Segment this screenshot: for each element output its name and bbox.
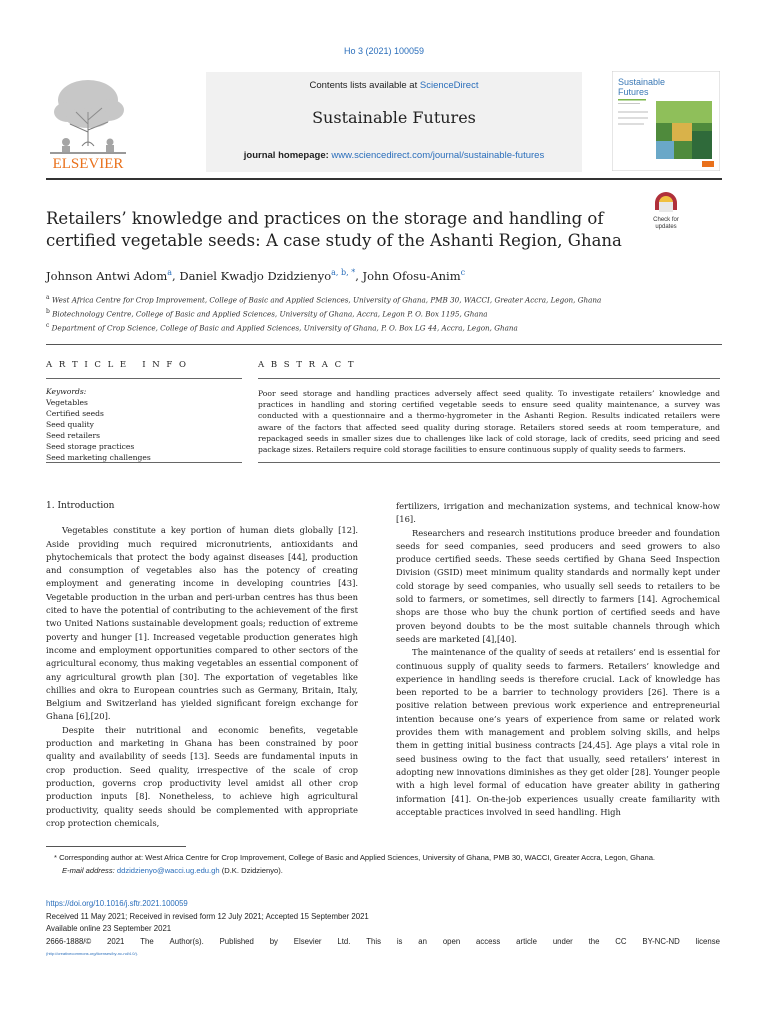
body-column-left <box>46 500 358 830</box>
homepage-prefix: journal homepage: <box>243 150 332 161</box>
article-info-bottom-rule <box>46 462 242 463</box>
email-line <box>46 865 720 878</box>
section-divider <box>46 344 722 345</box>
body-paragraph: Researchers and research institutions produce breeder and foundation seeds for seed companies, seed producers and seed growers to also produce certified seeds. These seeds certified by Ghana Seed Inspection Division (GSID) meet minimum quality standards and normally kept under cold storage by seed companies, who usually sell seeds to retailers to be sold to farmers, or sometimes, sell directly to farmers [14]. Agrochemical shops are those who buy the chunk portion of certified seeds and have proven beyond doubts to be the most suitable channels through which seeds are marketed [4],[40]. <box>396 527 720 644</box>
publication-info <box>46 898 720 961</box>
keyword-item: Vegetables <box>46 398 88 407</box>
crossmark-icon <box>644 190 688 234</box>
affiliation-item <box>46 320 696 334</box>
elsevier-logo <box>46 72 130 172</box>
journal-header <box>46 72 722 172</box>
affiliation-text: Department of Crop Science, College of Basic and Applied Sciences, University of Ghana, P. O. Box LG 44, Accra, Legon, Ghana <box>51 323 518 333</box>
body-paragraph: Despite their nutritional and economic benefits, vegetable production and marketing in Ghana has been constrained by poor quality and availability of seeds [13]. Seeds are fundamental inputs in crop production. Seed quality, irrespective of the scale of crop production, governs crop productivity level amidst all other crop production inputs [8]. Nonetheless, to achieve high agricultural productivity, quality seeds should be complemented with appropriate crop protection chemicals, <box>46 724 358 828</box>
article-title: Retailers’ knowledge and practices on the storage and handling of certified vegetable seeds: A case study of the Ashanti Region, Ghana <box>46 209 622 250</box>
email-link[interactable]: ddzidzienyo@wacci.ug.edu.gh <box>116 865 220 875</box>
body-paragraph: The maintenance of the quality of seeds at retailers’ end is essential for continuous supply of quality seeds to farmers. Retailers’ knowledge and experience in handling seeds is therefore crucial. Lack of knowledge has been reported to be a barrier to technology providers [26]. There is a positive relation between previous work experience and entrepreneurial intention because one’s years of experience from same or related work provides them with management and problem solving skills, and helps them in getting initial business contracts [24,45]. Age plays a vital role in seed business owing to the fact that usually, seed retailers’ interest in adopting new innovations diminishes as they get older [28]. Younger people with a high level formal of education have greater ability in gathering information [41]. On-the-job experiences usually create familiarity with acceptable practices involved in seed handling. High <box>396 647 720 817</box>
license-word: The <box>140 936 154 946</box>
license-word: BY-NC-ND <box>642 936 680 946</box>
license-line <box>46 936 720 949</box>
affiliation-text: Biotechnology Centre, College of Basic and Applied Sciences, University of Ghana, Accra, Legon P. O. Box 1195, Ghana <box>52 309 488 319</box>
abstract-text: Poor seed storage and handling practices adversely affect seed quality. To investigate retailers’ knowledge and practices in handling and storing certified vegetable seeds to ensure seed quality maintenance, a survey was conducted with a questionnaire and a thermo-hygrometer in the Ashanti Region. Results indicated retailers were aware of the factors that affected seed quality during storage. Retailers stored seeds at room temperature, and repackaged seeds in smaller sizes due to challenges like lack of cold storage, lack of credits, seed pricing and seed package sizes. Retailers require cold storage facilities to ensure continuous supply of quality seeds to farmers. <box>258 389 720 455</box>
author-list <box>46 268 465 283</box>
doi-link[interactable]: https://doi.org/10.1016/j.sftr.2021.100059 <box>46 899 188 908</box>
license-url-link[interactable]: (http://creativecommons.org/licenses/by-nc-nd/4.0/). <box>46 951 139 956</box>
journal-cover-image <box>612 71 720 171</box>
affiliation-marker: c <box>46 321 50 329</box>
header-rule <box>46 178 722 180</box>
license-word: under <box>552 936 573 946</box>
license-word: Published <box>219 936 254 946</box>
header-center <box>206 72 582 172</box>
author-name[interactable]: Johnson Antwi Adom <box>46 268 168 283</box>
license-word: is <box>396 936 403 946</box>
check-for-updates-badge[interactable] <box>644 190 688 234</box>
received-dates: Received 11 May 2021; Received in revised form 12 July 2021; Accepted 15 September 2021 <box>46 911 369 921</box>
author-affiliation-marker[interactable]: a <box>167 268 173 277</box>
footnote-rule <box>46 846 186 847</box>
journal-title: Sustainable Futures <box>312 108 476 127</box>
license-word: license <box>695 936 720 946</box>
author-separator: , <box>355 268 363 283</box>
author-name[interactable]: Daniel Kwadjo Dzidzienyo <box>179 268 332 283</box>
abstract-rule <box>258 378 720 379</box>
contents-line <box>206 80 582 91</box>
contents-prefix: Contents lists available at <box>309 80 420 91</box>
email-suffix: (D.K. Dzidzienyo). <box>219 865 283 875</box>
affiliation-text: West Africa Centre for Crop Improvement, College of Basic and Applied Sciences, University of Ghana, PMB 30, WACCI, Greater Accra, Legon, Ghana <box>51 295 602 305</box>
body-column-right <box>396 500 720 819</box>
license-word: CC <box>615 936 627 946</box>
article-info-heading: A R T I C L E I N F O <box>46 360 189 370</box>
abstract-heading: A B S T R A C T <box>258 360 356 370</box>
affiliation-marker: a <box>46 294 50 301</box>
license-word: article <box>516 936 537 946</box>
author-separator: , <box>172 268 180 283</box>
homepage-link[interactable]: www.sciencedirect.com/journal/sustainable-futures <box>331 150 545 161</box>
license-word: Ltd. <box>337 936 351 946</box>
license-word: access <box>476 936 501 946</box>
keyword-item: Seed marketing challenges <box>46 453 151 462</box>
elsevier-wordmark: ELSEVIER <box>52 156 124 172</box>
body-paragraph: Vegetables constitute a key portion of human diets globally [12]. Aside providing much required micronutrients, antioxidants and phytochemicals that protect the body against diseases [44], production and consumption of vegetables also has the potency of creating employment and generating income in developing countries [43]. Vegetable production in the urban and peri-urban centres has thus been cited to have the potential of contributing to the achievement of the first two United Nations sustainable development goals; reduction of extreme poverty and hunger [1]. Increased vegetable production generates high income and employment opportunities compared to other sectors of the agricultural economy, thus making vegetables an essential component of any agricultural growth plan [30]. The exportation of vegetables like chillies and okra to European countries such as Germany, Britain, Italy, Belgium and Switzerland has yielded significant foreign exchange for Ghana [6],[20]. <box>46 525 358 722</box>
email-label: E-mail address: <box>62 865 117 875</box>
keyword-item: Seed quality <box>46 420 94 429</box>
keywords-list <box>46 386 242 463</box>
abstract-bottom-rule <box>258 462 720 463</box>
affiliation-item <box>46 306 696 320</box>
affiliation-item <box>46 292 696 306</box>
crossmark-line1: Check for <box>653 217 679 223</box>
corresponding-author-footnote <box>46 852 720 877</box>
article-info-panel <box>46 360 242 463</box>
cover-title-line1: Sustainable <box>618 77 666 87</box>
license-word: an <box>418 936 427 946</box>
sciencedirect-link[interactable]: ScienceDirect <box>419 80 479 91</box>
license-word: Author(s). <box>169 936 204 946</box>
article-info-rule <box>46 378 242 379</box>
license-word: the <box>588 936 600 946</box>
author-affiliation-marker[interactable]: a, b, * <box>331 268 356 277</box>
keywords-heading: Keywords: <box>46 387 87 396</box>
abstract-panel <box>258 360 720 455</box>
license-word: open <box>442 936 461 946</box>
license-word: Elsevier <box>293 936 322 946</box>
corresponding-author-text: * Corresponding author at: West Africa Centre for Crop Improvement, College of Basic and Applied Sciences, University of Ghana, PMB 30, WACCI, Greater Accra, Legon, Ghana. <box>54 853 656 862</box>
volume-line[interactable]: Ho 3 (2021) 100059 <box>343 46 425 56</box>
keyword-item: Seed storage practices <box>46 442 135 451</box>
affiliation-marker: b <box>46 307 50 315</box>
license-word: 2666-1888/© <box>46 936 92 946</box>
license-word: This <box>366 936 381 946</box>
body-paragraph-continuation: fertilizers, irrigation and mechanization systems, and technical know-how [16]. <box>396 501 720 525</box>
license-word: by <box>269 936 278 946</box>
affiliations <box>46 292 696 334</box>
section-heading-introduction: 1. Introduction <box>46 501 115 511</box>
keyword-item: Seed retailers <box>46 431 101 440</box>
author-name[interactable]: John Ofosu-Anim <box>362 268 461 283</box>
crossmark-line2: updates <box>655 224 677 230</box>
keyword-item: Certified seeds <box>46 409 104 418</box>
elsevier-tree-icon <box>46 72 130 172</box>
available-online: Available online 23 September 2021 <box>46 924 172 933</box>
journal-cover <box>612 71 720 171</box>
cover-title-line2: Futures <box>618 87 649 97</box>
homepage-line <box>206 150 582 161</box>
license-word: 2021 <box>107 936 125 946</box>
author-affiliation-marker[interactable]: c <box>460 268 466 277</box>
